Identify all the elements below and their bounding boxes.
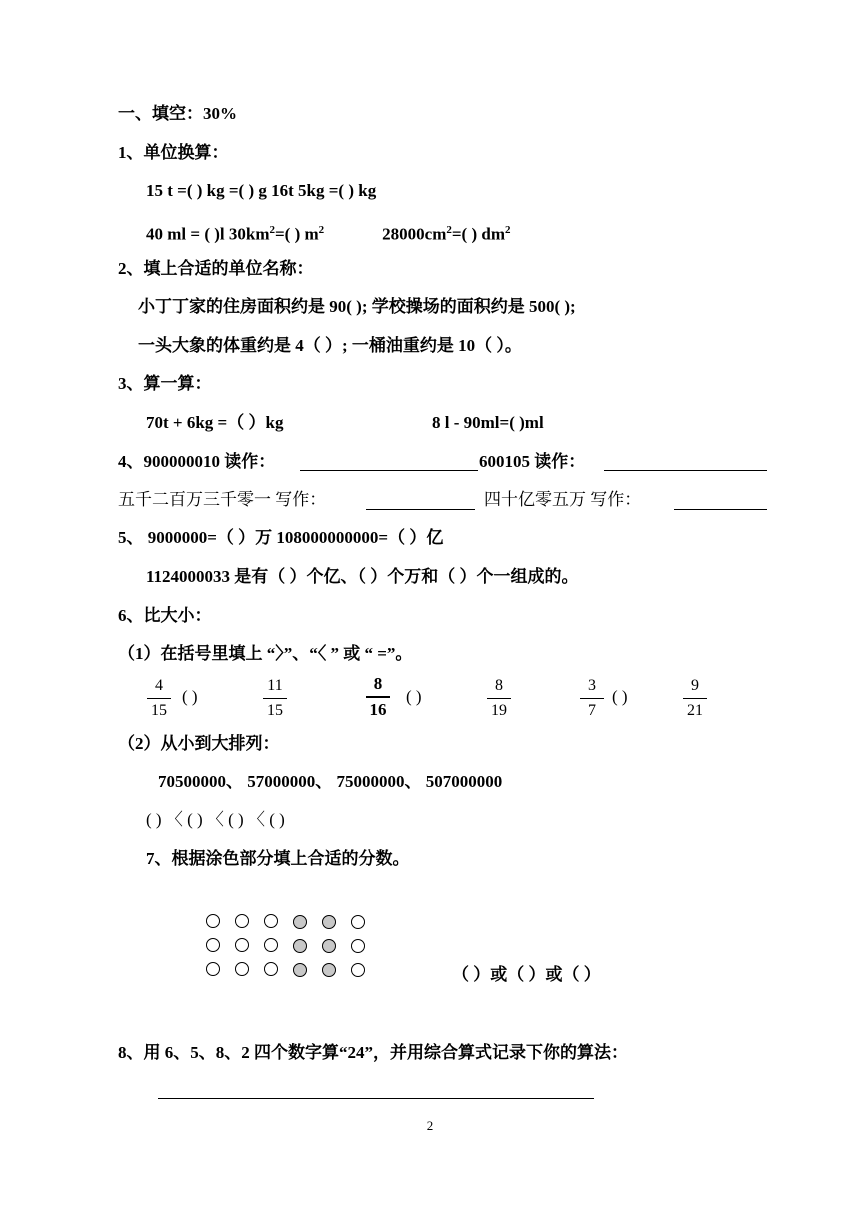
denominator: 15 [151, 702, 167, 719]
q5-line-a: 5、 9000000=（ ）万 108000000000=（ ）亿 [118, 528, 444, 547]
q8-title: 8、用 6、5、8、2 四个数字算“24”，并用综合算式记录下你的算法： [118, 1043, 628, 1062]
superscript: 2 [269, 224, 275, 236]
q5-line-b: 1124000033 是有（ ）个亿、（ ）个万和（ ）个一组成的。 [146, 567, 579, 586]
q3-title: 3、算一算： [118, 374, 212, 393]
answer-blank[interactable] [366, 509, 475, 510]
empty-circle [264, 914, 278, 928]
q6-part1-instruction: （1）在括号里填上 “〉”、“〈 ” 或 “ =”。 [118, 644, 413, 663]
shaded-circle [293, 915, 307, 929]
empty-circle [351, 963, 365, 977]
numerator: 8 [373, 674, 383, 693]
q1b-part1: 40 ml = ( )l 30km [146, 224, 270, 244]
empty-circle [351, 915, 365, 929]
numerator: 9 [691, 677, 699, 694]
q2-title: 2、填上合适的单位名称： [118, 259, 314, 278]
q6-order-blanks[interactable]: ( ) 〈 ( ) 〈 ( ) 〈 ( ) [146, 810, 285, 829]
q2-line-b: 一头大象的体重约是 4（ ）; 一桶油重约是 10（ ）。 [138, 336, 522, 355]
denominator: 19 [491, 702, 507, 719]
superscript: 2 [318, 224, 325, 236]
compare-paren[interactable]: ( ) [182, 687, 198, 706]
denominator: 16 [369, 700, 387, 719]
superscript: 2 [446, 224, 452, 236]
q1-title: 1、单位换算： [118, 143, 229, 162]
empty-circle [264, 938, 278, 952]
q6-numbers: 70500000、 57000000、 75000000、 507000000 [158, 772, 503, 791]
empty-circle [264, 962, 278, 976]
empty-circle [206, 914, 220, 928]
q3-line-a: 70t + 6kg =（ ）kg [146, 413, 284, 432]
denominator: 21 [687, 702, 703, 719]
q1-line-a: 15 t =( ) kg =( ) g 16t 5kg =( ) kg [146, 181, 377, 200]
q1b-part4: =( ) dm [451, 224, 505, 244]
fraction [361, 675, 395, 719]
q4-line-d: 四十亿零五万 写作： [484, 490, 642, 509]
empty-circle [235, 962, 249, 976]
empty-circle [235, 914, 249, 928]
q2-line-a: 小丁丁家的住房面积约是 90( ); 学校操场的面积约是 500( ); [138, 297, 576, 316]
shaded-circle [322, 915, 336, 929]
superscript: 2 [505, 224, 511, 236]
denominator: 15 [267, 702, 283, 719]
q3-line-b: 8 l - 90ml=( )ml [432, 413, 544, 432]
compare-paren[interactable]: ( ) [612, 687, 628, 706]
fraction [678, 677, 712, 720]
answer-blank[interactable] [604, 470, 767, 471]
q7-answers[interactable]: （ ）或（ ）或（ ） [452, 965, 601, 984]
heading-fill-blank: 一、填空：30% [118, 104, 237, 123]
q1b-part2: =( ) m [274, 224, 319, 244]
page-number: 2 [426, 1118, 434, 1133]
empty-circle [351, 939, 365, 953]
answer-blank[interactable] [674, 509, 767, 510]
answer-blank[interactable] [300, 470, 478, 471]
numerator: 11 [267, 677, 283, 694]
q6-part2-instruction: （2）从小到大排列： [118, 734, 280, 753]
q1-line-b [146, 220, 511, 245]
q6-title: 6、比大小： [118, 606, 212, 625]
empty-circle [235, 938, 249, 952]
fraction [482, 677, 516, 720]
answer-blank[interactable] [158, 1098, 594, 1099]
q4-line-b: 600105 读作： [479, 452, 586, 471]
empty-circle [206, 962, 220, 976]
shaded-circle [293, 963, 307, 977]
empty-circle [206, 938, 220, 952]
compare-paren[interactable]: ( ) [406, 687, 422, 706]
q4-line-c: 五千二百万三千零一 写作： [118, 490, 327, 509]
numerator: 8 [495, 677, 503, 694]
numerator: 4 [155, 677, 163, 694]
q7-title: 7、根据涂色部分填上合适的分数。 [146, 849, 410, 868]
q4-line-a: 4、900000010 读作： [118, 452, 276, 471]
numerator: 3 [588, 677, 596, 694]
q1b-part3: 28000cm [382, 224, 447, 244]
denominator: 7 [588, 702, 596, 719]
shaded-circle [322, 939, 336, 953]
fraction [575, 677, 609, 720]
shaded-circle [293, 939, 307, 953]
fraction [258, 677, 292, 720]
fraction [142, 677, 176, 720]
shaded-circle [322, 963, 336, 977]
